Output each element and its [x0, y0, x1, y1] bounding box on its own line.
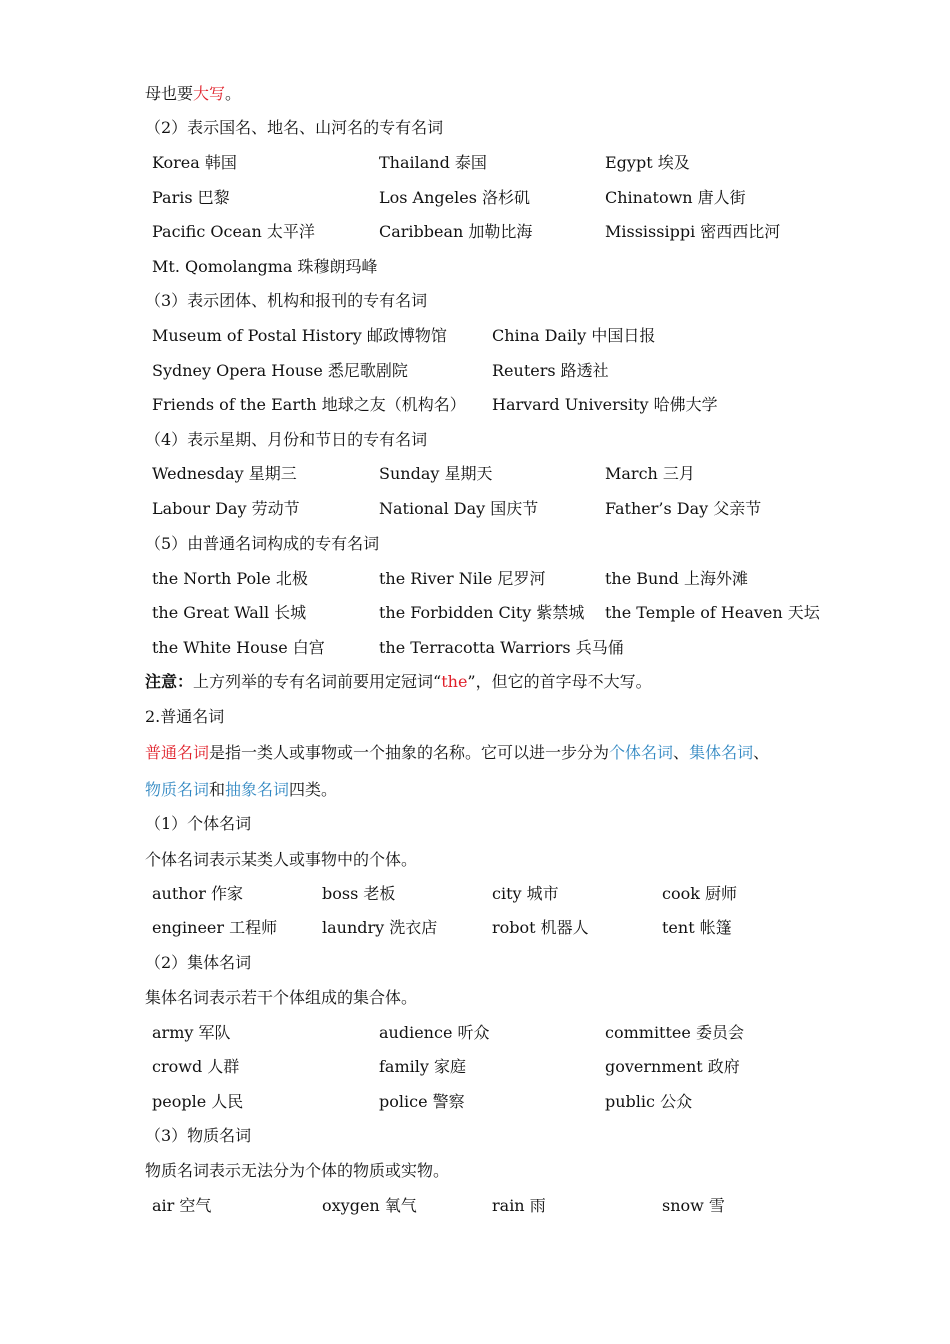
table-cell: Mississippi 密西西比河 [605, 222, 781, 241]
table-cell: rain 雨 [492, 1196, 546, 1215]
common-noun-definition [145, 743, 769, 763]
intro-prefix: 母也要 [145, 84, 194, 103]
common-noun-definition-cont [145, 780, 337, 800]
table-cell: crowd 人群 [152, 1057, 240, 1076]
table-cell: Pacific Ocean 太平洋 [152, 222, 315, 241]
material-noun-heading: （3）物质名词 [145, 1126, 252, 1145]
table-cell: audience 听众 [379, 1023, 490, 1042]
table-cell: the Great Wall 长城 [152, 603, 307, 622]
note-label: 注意： [145, 672, 194, 691]
note-keyword: the [441, 672, 468, 691]
table-cell: Father’s Day 父亲节 [605, 499, 762, 518]
table-cell: Egypt 埃及 [605, 153, 690, 172]
table-cell: Labour Day 劳动节 [152, 499, 300, 518]
table-cell: Mt. Qomolangma 珠穆朗玛峰 [152, 257, 378, 276]
table-cell: boss 老板 [322, 884, 396, 903]
table-cell: author 作家 [152, 884, 243, 903]
section-2-heading: （2）表示国名、地名、山河名的专有名词 [145, 118, 444, 137]
table-cell: Chinatown 唐人街 [605, 188, 746, 207]
table-cell: city 城市 [492, 884, 559, 903]
intro-suffix: 。 [225, 84, 242, 103]
table-cell: the North Pole 北极 [152, 569, 308, 588]
connector: 和 [209, 780, 226, 799]
note-text: 上方列举的专有名词前要用定冠词“ [193, 672, 442, 691]
section-3-heading: （3）表示团体、机构和报刊的专有名词 [145, 291, 428, 310]
table-cell: Museum of Postal History 邮政博物馆 [152, 326, 447, 345]
table-cell: Sunday 星期天 [379, 464, 493, 483]
intro-highlight: 大写 [193, 84, 226, 103]
table-cell: Korea 韩国 [152, 153, 237, 172]
material-noun-desc: 物质名词表示无法分为个体的物质或实物。 [145, 1161, 450, 1180]
table-cell: tent 帐篷 [662, 918, 732, 937]
table-cell: the White House 白宫 [152, 638, 325, 657]
table-cell: army 军队 [152, 1023, 231, 1042]
table-cell: the Temple of Heaven 天坛 [605, 603, 820, 622]
table-cell: National Day 国庆节 [379, 499, 539, 518]
section-4-heading: （4）表示星期、月份和节日的专有名词 [145, 430, 428, 449]
table-cell: cook 厨师 [662, 884, 738, 903]
category-term: 抽象名词 [225, 780, 290, 799]
separator: 、 [753, 743, 770, 762]
table-cell: laundry 洗衣店 [322, 918, 438, 937]
table-cell: Caribbean 加勒比海 [379, 222, 533, 241]
definition-text: 四类。 [289, 780, 338, 799]
table-cell: government 政府 [605, 1057, 740, 1076]
table-cell: police 警察 [379, 1092, 465, 1111]
table-cell: engineer 工程师 [152, 918, 278, 937]
table-cell: family 家庭 [379, 1057, 466, 1076]
table-cell: Sydney Opera House 悉尼歌剧院 [152, 361, 408, 380]
table-cell: Paris 巴黎 [152, 188, 230, 207]
table-cell: Friends of the Earth 地球之友（机构名） [152, 395, 466, 414]
table-cell: Reuters 路透社 [492, 361, 609, 380]
table-cell: the Bund 上海外滩 [605, 569, 748, 588]
definition-text: 是指一类人或事物或一个抽象的名称。它可以进一步分为 [209, 743, 610, 762]
intro-line [145, 84, 241, 104]
table-cell: public 公众 [605, 1092, 693, 1111]
table-cell: March 三月 [605, 464, 695, 483]
table-cell: committee 委员会 [605, 1023, 744, 1042]
table-cell: robot 机器人 [492, 918, 589, 937]
category-term: 个体名词 [609, 743, 674, 762]
table-cell: snow 雪 [662, 1196, 725, 1215]
table-cell: the Forbidden City 紫禁城 [379, 603, 585, 622]
table-cell: Harvard University 哈佛大学 [492, 395, 718, 414]
table-cell: people 人民 [152, 1092, 244, 1111]
individual-noun-heading: （1）个体名词 [145, 814, 252, 833]
table-cell: the Terracotta Warriors 兵马俑 [379, 638, 624, 657]
table-cell: Wednesday 星期三 [152, 464, 297, 483]
category-term: 物质名词 [145, 780, 210, 799]
individual-noun-desc: 个体名词表示某类人或事物中的个体。 [145, 850, 418, 869]
section-5-heading: （5）由普通名词构成的专有名词 [145, 534, 380, 553]
table-cell: the River Nile 尼罗河 [379, 569, 546, 588]
collective-noun-heading: （2）集体名词 [145, 953, 252, 972]
table-cell: China Daily 中国日报 [492, 326, 656, 345]
common-noun-heading: 2.普通名词 [145, 707, 225, 726]
table-cell: Los Angeles 洛杉矶 [379, 188, 531, 207]
category-term: 集体名词 [689, 743, 754, 762]
definition-term: 普通名词 [145, 743, 210, 762]
note-text: ”，但它的首字母不大写。 [467, 672, 652, 691]
collective-noun-desc: 集体名词表示若干个体组成的集合体。 [145, 988, 418, 1007]
table-cell: Thailand 泰国 [379, 153, 487, 172]
separator: 、 [673, 743, 690, 762]
note-line [145, 672, 652, 692]
table-cell: oxygen 氧气 [322, 1196, 417, 1215]
table-cell: air 空气 [152, 1196, 212, 1215]
